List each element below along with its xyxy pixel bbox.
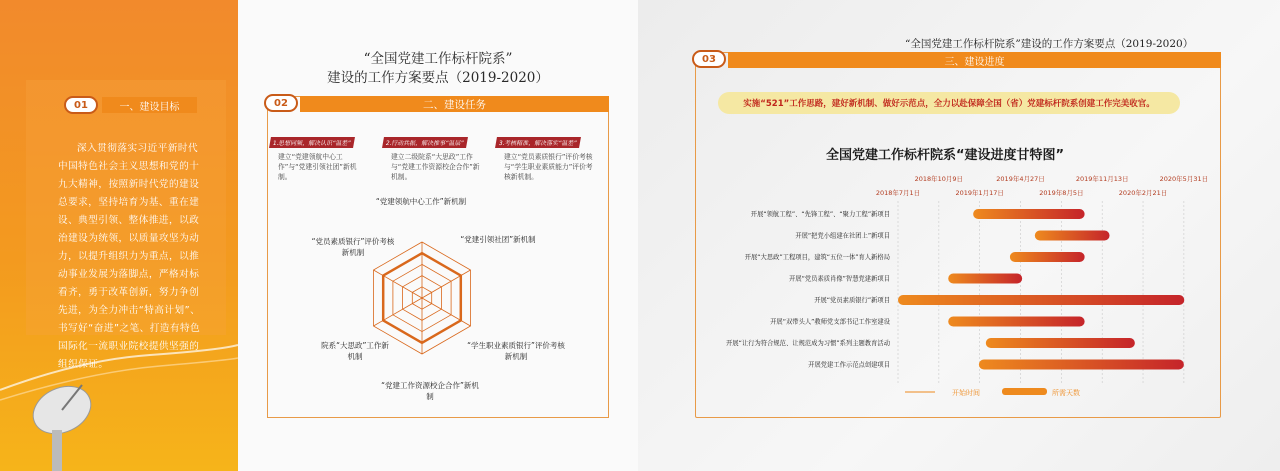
radar-axis bbox=[422, 270, 470, 298]
gantt-task-label: 开展“双带头人”教师党支部书记工作室建设 bbox=[770, 318, 890, 326]
document-title-line-1: “全国党建工作标杆院系” bbox=[363, 51, 513, 67]
section-2-title: 二、建设任务 bbox=[300, 96, 609, 112]
section-1-header bbox=[64, 96, 197, 114]
gantt-date-label: 2020年2月21日 bbox=[1118, 189, 1168, 197]
section-3-number: 03 bbox=[692, 50, 726, 68]
gantt-task-label: 开展“党员素质肖像”智慧党建新项目 bbox=[789, 275, 890, 283]
gantt-date-label: 2019年4月27日 bbox=[996, 175, 1045, 183]
radar-label: 院系“大思政”工作新机制 bbox=[321, 341, 389, 361]
document-title bbox=[240, 50, 636, 88]
slogan-banner: 实施“521”工作思路，建好新机制、做好示范点，全力以赴保障全国（省）党建标杆院系创建工作完美收官。 bbox=[718, 92, 1180, 114]
gantt-chart bbox=[690, 165, 1230, 405]
gantt-task-label: 开展“让行为符合规范、让规范成为习惯”系列主题教育活动 bbox=[726, 340, 890, 347]
gantt-task-label: 开展“党员素质银行”新项目 bbox=[814, 297, 890, 304]
section-1-title: 一、建设目标 bbox=[102, 97, 197, 113]
task-item bbox=[383, 130, 483, 182]
gantt-date-label: 2019年11月13日 bbox=[1075, 175, 1129, 183]
section-3-title: 三、建设进度 bbox=[728, 52, 1221, 68]
radar-label: “党建工作资源校企合作”新机制 bbox=[381, 381, 479, 401]
task-item bbox=[270, 130, 370, 182]
radar-label: “学生职业素质银行”评价考核新机制 bbox=[467, 341, 565, 361]
right-document-title: “全国党建工作标杆院系”建设的工作方案要点（2019-2020） bbox=[905, 38, 1194, 50]
gantt-bar bbox=[986, 338, 1135, 348]
gantt-bar bbox=[898, 295, 1184, 305]
radar-label: “党员素质银行”评价考核新机制 bbox=[311, 237, 395, 257]
gantt-bar bbox=[979, 360, 1184, 370]
radar-grid bbox=[374, 242, 471, 354]
task-tag: 1.思想同频，解决认识“温差” bbox=[269, 137, 355, 148]
gantt-task-label: 开展“把党小组建在社团上”新项目 bbox=[795, 232, 890, 240]
task-text: 建立二级院系“大思政”工作与“党建工作资源校企合作”新机制。 bbox=[391, 153, 480, 181]
gantt-date-label: 2019年8月5日 bbox=[1039, 189, 1084, 197]
gantt-title: 全国党建工作标杆院系“建设进度甘特图” bbox=[825, 148, 1065, 163]
task-text: 建立“党建领航中心工作”与“党建引领社团”新机制。 bbox=[278, 153, 357, 181]
gantt-task-label: 开展党建工作示范点创建项目 bbox=[808, 361, 890, 369]
radar-label: “党建领航中心工作”新机制 bbox=[375, 197, 467, 206]
section-2-number: 02 bbox=[264, 94, 298, 112]
gantt-task-label: 开展“领航工程”、“先锋工程”、“聚力工程”新项目 bbox=[750, 211, 890, 218]
gantt-date-label: 2020年5月31日 bbox=[1159, 175, 1209, 183]
gantt-date-label: 2018年10月9日 bbox=[914, 175, 964, 183]
satellite-dish-icon bbox=[26, 377, 99, 471]
radar-label: “党建引领社团”新机制 bbox=[460, 235, 536, 244]
section-3-header bbox=[692, 50, 726, 68]
radar-axis bbox=[374, 298, 422, 326]
gantt-bar bbox=[948, 317, 1084, 327]
gantt-date-label: 2018年7月1日 bbox=[875, 189, 921, 197]
gantt-bar bbox=[1010, 252, 1085, 262]
document-title-line-2: 建设的工作方案要点（2019-2020） bbox=[327, 70, 549, 86]
legend-duration-marker bbox=[1002, 388, 1047, 395]
legend-duration-label: 所需天数 bbox=[1052, 389, 1080, 397]
radar-axis bbox=[374, 270, 422, 298]
gantt-bar bbox=[1035, 231, 1110, 241]
section-1-body: 深入贯彻落实习近平新时代中国特色社会主义思想和党的十九大精神，按照新时代党的建设总要求，坚持培育为基、重在建设、典型引领、整体推进，以政治建设为统领，以质量攻坚为动力，以提升组织力为重点，以推动事业发展为落脚点，严格对标看齐，勇于改革创新，努力争创先进，为全力冲击“特高计划”、书写好“奋进”之笔、打造有特色国际化一流职业院校提供坚强的组织保证。 bbox=[58, 143, 201, 370]
section-2-header bbox=[264, 94, 298, 112]
gantt-task-label: 开展“大思政”工程项目，建筑“五位一体”育人新格局 bbox=[744, 254, 890, 261]
task-tag: 3.考核精准，解决落实“温差” bbox=[495, 137, 581, 148]
gantt-bar bbox=[948, 274, 1022, 284]
section-1-number: 01 bbox=[64, 96, 98, 114]
task-text: 建立“党员素质银行”评价考核与“学生职业素质能力”评价考核新机制。 bbox=[504, 153, 593, 181]
task-tag: 2.行动共振，解决推事“温层” bbox=[382, 137, 468, 148]
radar-axis bbox=[422, 298, 470, 326]
task-item bbox=[496, 130, 596, 182]
gantt-date-label: 2019年1月17日 bbox=[955, 189, 1004, 197]
gantt-bar bbox=[973, 209, 1084, 219]
legend-start-label: 开始时间 bbox=[952, 389, 980, 397]
